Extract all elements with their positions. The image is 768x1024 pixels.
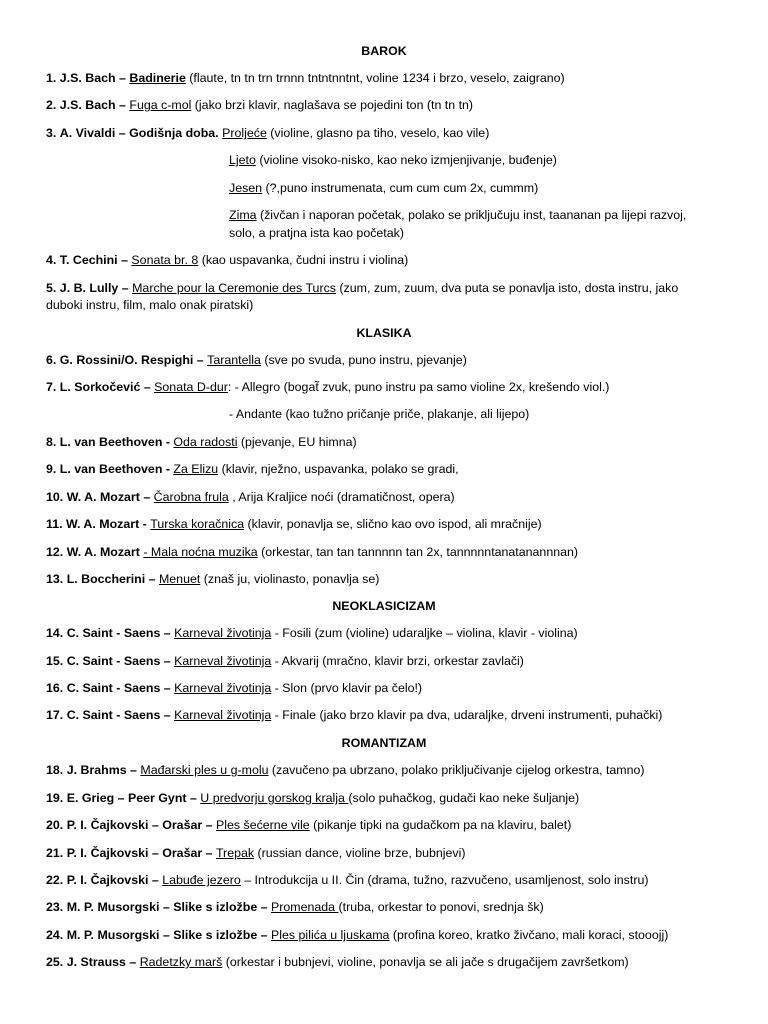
list-item: - Andante (kao tužno pričanje priče, plakanje, ali lijepo) — [229, 407, 530, 421]
section-heading-barok: BAROK — [361, 44, 407, 58]
list-item: 25. J. Strauss – Radetzky marš (orkestar i bubnjevi, violine, ponavlja se ali jače s drugačijem završetkom) — [46, 955, 629, 969]
list-item: 23. M. P. Musorgski – Slike s izložbe – Promenada (truba, orkestar to ponovi, srednja šk) — [46, 900, 544, 914]
list-item: 22. P. I. Čajkovski – Labuđe jezero – Introdukcija u II. Čin (drama, tužno, razvučeno, usamljenost, solo instru) — [46, 873, 649, 887]
list-item: 24. M. P. Musorgski – Slike s izložbe – Ples pilića u ljuskama (profina koreo, kratko živčano, mali koraci, stooojj) — [46, 928, 669, 942]
list-item: 14. C. Saint - Saens – Karneval životinja - Fosili (zum (violine) udaraljke – violina, klavir - violina) — [46, 626, 578, 640]
list-item: 2. J.S. Bach – Fuga c-mol (jako brzi klavir, naglašava se pojedini ton (tn tn tn) — [46, 98, 474, 112]
list-item: 16. C. Saint - Saens – Karneval životinja - Slon (prvo klavir pa čelo!) — [46, 681, 423, 695]
list-item: Zima (živčan i naporan početak, polako se priključuju inst, taananan pa lijepi razvoj, — [229, 208, 687, 222]
section-heading-romantizam: ROMANTIZAM — [341, 736, 427, 750]
list-item: Ljeto (violine visoko-nisko, kao neko izmjenjivanje, buđenje) — [229, 153, 557, 167]
list-item: 19. E. Grieg – Peer Gynt – U predvorju gorskog kralja (solo puhačkog, gudači kao neke šuljanje) — [46, 791, 580, 805]
section-heading-klasika: KLASIKA — [356, 326, 412, 340]
list-item: solo, a pratjna ista kao početak) — [229, 226, 404, 240]
list-item: 9. L. van Beethoven - Za Elizu (klavir, nježno, uspavanka, polako se gradi, — [46, 462, 459, 476]
list-item: 13. L. Boccherini – Menuet (znaš ju, violinasto, ponavlja se) — [46, 572, 380, 586]
list-item: Jesen (?,puno instrumenata, cum cum cum 2x, cummm) — [229, 181, 539, 195]
list-item: 18. J. Brahms – Mađarski ples u g-molu (zavučeno pa ubrzano, polako priključivanje cijelog orkestra, tamno) — [46, 763, 645, 777]
list-item: 11. W. A. Mozart - Turska koračnica (klavir, ponavlja se, slično kao ovo ispod, ali mračnije) — [46, 517, 542, 531]
list-item: 4. T. Cechini – Sonata br. 8 (kao uspavanka, čudni instru i violina) — [46, 253, 409, 267]
list-item: 12. W. A. Mozart - Mala noćna muzika (orkestar, tan tan tannnnn tan 2x, tannnnntanatanannnan) — [46, 545, 579, 559]
list-item: 8. L. van Beethoven - Oda radosti (pjevanje, EU himna) — [46, 435, 357, 449]
list-item: 17. C. Saint - Saens – Karneval životinja - Finale (jako brzo klavir pa dva, udaraljke, drveni instrumenti, puhački) — [46, 708, 663, 722]
list-item: 20. P. I. Čajkovski – Orašar – Ples šećerne vile (pikanje tipki na gudačkom pa na klaviru, balet) — [46, 818, 572, 832]
list-item: 7. L. Sorkočević – Sonata D-dur: - Allegro (bogat̃ zvuk, puno instru pa samo violine 2x, krešendo viol.) — [46, 380, 610, 394]
list-item: 6. G. Rossini/O. Respighi – Tarantella (sve po svuda, puno instru, pjevanje) — [46, 353, 467, 367]
list-item: duboki instru, film, malo onak piratski) — [46, 298, 254, 312]
list-item: 15. C. Saint - Saens – Karneval životinja - Akvarij (mračno, klavir brzi, orkestar zavlači) — [46, 654, 524, 668]
list-item: 3. A. Vivaldi – Godišnja doba. Proljeće (violine, glasno pa tiho, veselo, kao vile) — [46, 126, 490, 140]
list-item: 10. W. A. Mozart – Čarobna frula , Arija Kraljice noći (dramatičnost, opera) — [46, 490, 455, 504]
list-item: 1. J.S. Bach – Badinerie (flaute, tn tn trn trnnn tntntnntnt, voline 1234 i brzo, veselo, zaigrano) — [46, 71, 565, 85]
list-item: 5. J. B. Lully – Marche pour la Ceremonie des Turcs (zum, zum, zuum, dva puta se ponavlja isto, dosta instru, jako — [46, 281, 679, 295]
section-heading-neoklasicizam: NEOKLASICIZAM — [332, 599, 436, 613]
list-item: 21. P. I. Čajkovski – Orašar – Trepak (russian dance, violine brze, bubnjevi) — [46, 846, 466, 860]
